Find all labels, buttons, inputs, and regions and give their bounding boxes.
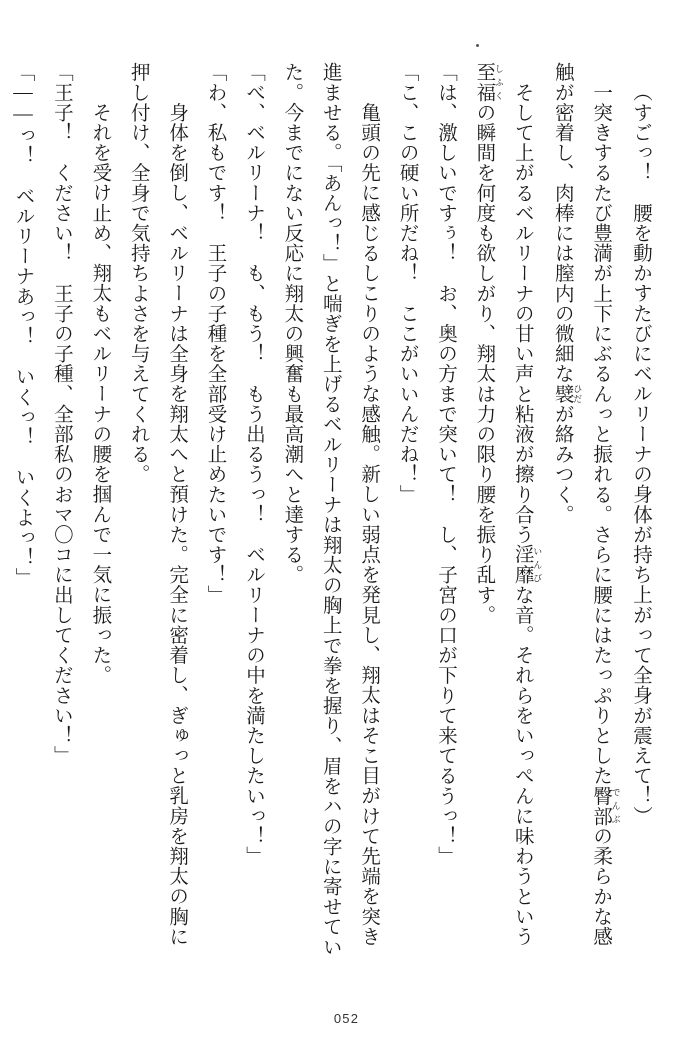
paragraph-2: 一突きするたび豊満が上下にぶるんっと振れる。さらに腰にはたっぷりとした臀部 でんぶの柔らかな感触が密着し、肉棒には膣内の微細な襞 ひだが絡みつく。 [551,62,621,947]
vertical-text-body [12,62,659,962]
ruby-inbi: 淫靡 いんび [511,544,543,585]
paragraph-1: （すごっ！ 腰を動かすたびにベルリーナの身体が持ち上がって全身が震えて！） [630,81,651,826]
paragraph-4: 「は、激しいですぅ！ お、奥の方まで突いて！ し、子宮の口が下りて来てるうっ！」 [434,62,456,866]
paragraph-3: そして上がるベルリーナの甘い声と粘液が擦り合う淫靡 いんびな音。それらをいっぺんに味わうという至福 しふくの瞬間を何度も欲しがり、翔太は力の限り腰を振り乱す。 [473,62,543,947]
page-number: 052 [333,1011,360,1026]
paragraph-12: 「――っ！ ベルリーナあっ！ いくっ！ いくよっ！」 [12,62,34,588]
ruby-shifuku: 至福 しふく [473,62,504,103]
paragraph-6: 亀頭の先に感じるしこりのような感触。新しい弱点を発見し、翔太はそこ目がけて先端を突き進ませる。「あんっ！」と喘ぎを上げるベルリーナは翔太の胸上で拳を握り、眉をハの字に寄せていた。今までにない反応に翔太の興奮も最高潮へと達する。 [281,62,380,957]
paragraph-8: 「わ、私もです！ 王子の子種を全部受け止めたいです！」 [204,62,226,605]
paragraph-10: それを受け止め、翔太もベルリーナの腰を掴んで一気に振った。 [89,81,111,685]
ruby-hida: 襞 ひだ [551,383,583,404]
paragraph-5: 「こ、この硬い所だね！ ここがいいんだね！」 [396,62,418,505]
paragraph-9: 身体を倒し、ベルリーナは全身を翔太へと預けた。完全に密着し、ぎゅっと乳房を翔太の胸に押し付け、全身で気持ちよさを与えてくれる。 [127,62,188,946]
paragraph-7: 「べ、ベルリーナ！ も、もう！ もう出るうっ！ ベルリーナの中を満たしたいっ！」 [242,62,264,866]
page-speck-mark [476,44,479,47]
ruby-denbu: 臀部 でんぶ [590,785,621,826]
paragraph-11: 「王子！ ください！ 王子の子種、全部私のおマ〇コに出してください！」 [50,62,72,766]
